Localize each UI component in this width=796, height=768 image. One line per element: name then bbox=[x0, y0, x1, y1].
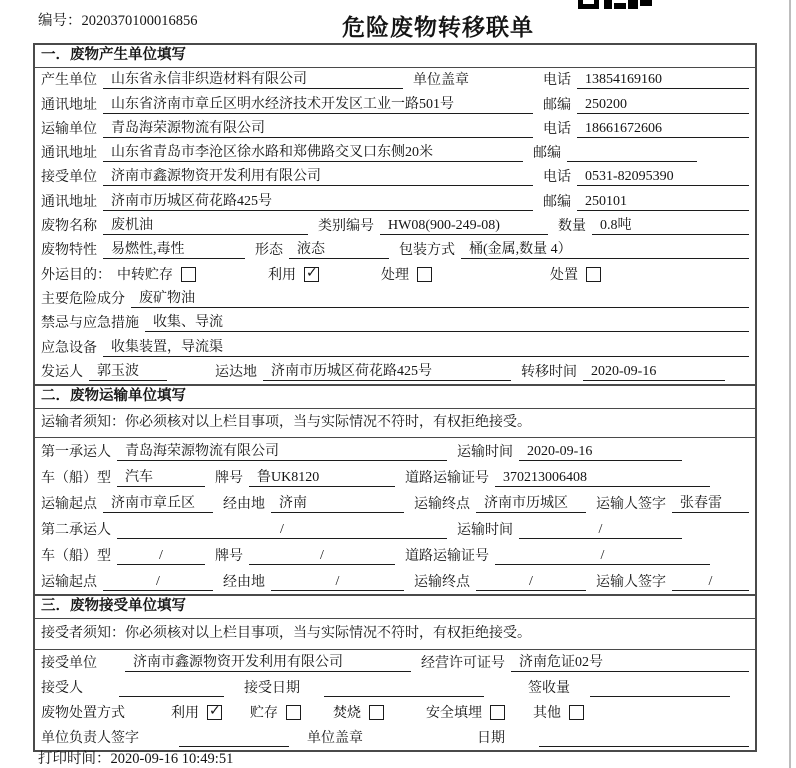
waste-packing-field: 桶(金属,数量 4） bbox=[461, 241, 749, 259]
producer-phone-field: 13854169160 bbox=[577, 71, 749, 89]
purpose-treat-checkbox-label: 处理 bbox=[381, 267, 409, 283]
purpose-reuse-checkbox bbox=[268, 267, 319, 284]
transporter-name-field: 青岛海荣源物流有限公司 bbox=[103, 120, 533, 138]
receiver-postcode-field: 250101 bbox=[577, 193, 749, 211]
field-label: 运输起点 bbox=[41, 496, 97, 512]
precaution-row bbox=[35, 311, 755, 335]
waste-name-row bbox=[35, 214, 755, 238]
disposal-landfill-checkbox-box bbox=[490, 705, 505, 720]
spacer bbox=[505, 721, 533, 722]
received-quantity-field bbox=[590, 679, 730, 697]
spacer bbox=[369, 746, 477, 747]
disposal-method-row bbox=[35, 700, 755, 725]
receive-person-row bbox=[35, 675, 755, 700]
second-carrier-field: / bbox=[117, 521, 447, 539]
plate-no-2-field: / bbox=[249, 547, 395, 565]
spacer bbox=[735, 380, 749, 381]
waste-form-field: 液态 bbox=[289, 241, 389, 259]
main-hazard-field: 废矿物油 bbox=[131, 290, 749, 308]
field-label: 包装方式 bbox=[399, 243, 455, 259]
vehicle-type-1-field: 汽车 bbox=[117, 469, 205, 487]
purpose-treat-checkbox bbox=[381, 267, 432, 284]
spacer bbox=[299, 746, 307, 747]
producer-postcode-field: 250200 bbox=[577, 96, 749, 114]
consignor-row bbox=[35, 360, 755, 384]
receive-unit-field: 济南市鑫源物资开发利用有限公司 bbox=[125, 654, 411, 672]
field-label: 主要危险成分 bbox=[41, 291, 125, 307]
field-label: 道路运输证号 bbox=[405, 548, 489, 564]
field-label: 道路运输证号 bbox=[405, 470, 489, 486]
carrier-sign-2-field: / bbox=[672, 573, 749, 591]
field-label: 数量 bbox=[558, 219, 586, 235]
disposal-other-checkbox-label: 其他 bbox=[533, 705, 561, 721]
route-row-2 bbox=[35, 568, 755, 594]
vehicle-row-1 bbox=[35, 464, 755, 490]
field-label: 单位负责人签字 bbox=[41, 730, 139, 746]
section-1 bbox=[35, 45, 755, 384]
spacer bbox=[103, 671, 125, 672]
via-2-field: / bbox=[271, 573, 404, 591]
spacer bbox=[511, 746, 539, 747]
transfer-date-field: 2020-09-16 bbox=[583, 363, 725, 381]
field-label: 禁忌与应急措施 bbox=[41, 316, 139, 332]
field-label: 接受单位 bbox=[41, 655, 97, 671]
field-label: 邮编 bbox=[533, 146, 561, 162]
precautions-field: 收集、导流 bbox=[145, 314, 749, 332]
transfer-purpose-row bbox=[35, 262, 755, 286]
spacer bbox=[432, 283, 550, 284]
section-2-title: 二．废物运输单位填写 bbox=[35, 386, 755, 409]
field-label: 车（船）型 bbox=[41, 470, 111, 486]
via-1-field: 济南 bbox=[271, 495, 404, 513]
disposal-other-checkbox bbox=[533, 705, 584, 722]
disposal-landfill-checkbox-label: 安全填埋 bbox=[426, 705, 482, 721]
plate-no-1-field: 鲁UK8120 bbox=[249, 469, 395, 487]
main-hazard-row bbox=[35, 287, 755, 311]
section-3 bbox=[35, 594, 755, 750]
field-label: 形态 bbox=[255, 243, 283, 259]
spacer bbox=[234, 696, 244, 697]
vehicle-type-2-field: / bbox=[117, 547, 205, 565]
field-label: 经由地 bbox=[223, 574, 265, 590]
disposal-reuse-checkbox bbox=[171, 705, 222, 722]
disposal-storage-checkbox-label: 贮存 bbox=[250, 705, 278, 721]
disposal-reuse-checkbox-box bbox=[207, 705, 222, 720]
purpose-dispose-checkbox-label: 处置 bbox=[550, 267, 578, 283]
receiver-name-field: 济南市鑫源物资开发利用有限公司 bbox=[103, 168, 533, 186]
field-label: 运输起点 bbox=[41, 574, 97, 590]
producer-name-field: 山东省永信非织造材料有限公司 bbox=[103, 71, 403, 89]
field-label: 第一承运人 bbox=[41, 444, 111, 460]
field-label: 产生单位 bbox=[41, 73, 97, 89]
producer-address-field: 山东省济南市章丘区明水经济技术开发区工业一路501号 bbox=[103, 96, 533, 114]
receive-person-field bbox=[119, 679, 224, 697]
transporter-postcode-field bbox=[567, 144, 697, 162]
purpose-reuse-checkbox-label: 利用 bbox=[268, 267, 296, 283]
spacer bbox=[707, 161, 749, 162]
terminus-1-field: 济南市历城区 bbox=[476, 495, 586, 513]
field-label: 通讯地址 bbox=[41, 97, 97, 113]
field-label: 牌号 bbox=[215, 470, 243, 486]
field-label: 第二承运人 bbox=[41, 522, 111, 538]
field-label: 发运人 bbox=[41, 364, 83, 380]
route-row-1 bbox=[35, 490, 755, 516]
field-label: 经由地 bbox=[223, 496, 265, 512]
spacer bbox=[196, 283, 268, 284]
section-3-notice: 接受者须知：你必须核对以上栏目事项，当与实际情况不符时，有权拒绝接受。 bbox=[35, 619, 755, 650]
disposal-incinerate-checkbox-label: 焚烧 bbox=[333, 705, 361, 721]
origin-1-field: 济南市章丘区 bbox=[103, 495, 213, 513]
field-label: 类别编号 bbox=[318, 219, 374, 235]
field-label: 电话 bbox=[543, 73, 571, 89]
field-label: 废物名称 bbox=[41, 219, 97, 235]
field-label: 签收量 bbox=[528, 680, 570, 696]
carrier-sign-1-field: 张春雷 bbox=[672, 495, 749, 513]
transfer-storage-checkbox bbox=[117, 267, 196, 284]
emergency-equipment-row bbox=[35, 335, 755, 359]
road-permit-1-field: 370213006408 bbox=[495, 469, 710, 487]
doc-number-value: 2020370100016856 bbox=[81, 13, 198, 29]
print-time-label: 打印时间： bbox=[38, 751, 111, 767]
sign-date-field bbox=[539, 729, 749, 747]
receiver-address-row bbox=[35, 189, 755, 213]
transporter-unit-row bbox=[35, 117, 755, 141]
first-carrier-row bbox=[35, 438, 755, 464]
doc-number bbox=[38, 9, 302, 30]
receive-unit-row bbox=[35, 650, 755, 675]
purpose-dispose-checkbox bbox=[550, 267, 601, 284]
field-label: 接受人 bbox=[41, 680, 83, 696]
road-permit-2-field: / bbox=[495, 547, 710, 565]
purpose-reuse-checkbox-box bbox=[304, 267, 319, 282]
field-label: 车（船）型 bbox=[41, 548, 111, 564]
waste-code-field: HW08(900-249-08) bbox=[380, 217, 548, 235]
field-label: 牌号 bbox=[215, 548, 243, 564]
transport-date-2-field: / bbox=[519, 521, 682, 539]
spacer bbox=[475, 88, 543, 89]
business-permit-no-field: 济南危证02号 bbox=[511, 654, 749, 672]
waste-property-field: 易燃性,毒性 bbox=[103, 241, 245, 259]
waste-name-field: 废机油 bbox=[103, 217, 308, 235]
field-label: 运输终点 bbox=[414, 574, 470, 590]
producer-unit-row bbox=[35, 68, 755, 92]
disposal-incinerate-checkbox-box bbox=[369, 705, 384, 720]
transporter-address-row bbox=[35, 141, 755, 165]
origin-2-field: / bbox=[103, 573, 213, 591]
field-label: 运输终点 bbox=[414, 496, 470, 512]
page-title: 危险废物转移联单 bbox=[342, 15, 534, 40]
responsible-signature-field bbox=[179, 729, 289, 747]
spacer bbox=[720, 564, 749, 565]
transfer-storage-checkbox-box bbox=[181, 267, 196, 282]
field-label: 通讯地址 bbox=[41, 194, 97, 210]
disposal-storage-checkbox bbox=[250, 705, 301, 722]
doc-number-label: 编号： bbox=[38, 13, 82, 29]
field-label: 转移时间 bbox=[521, 364, 577, 380]
print-time bbox=[38, 747, 233, 768]
field-label: 邮编 bbox=[543, 194, 571, 210]
section-1-title: 一．废物产生单位填写 bbox=[35, 45, 755, 68]
transporter-address-field: 山东省青岛市李沧区徐水路和郑佛路交叉口东侧20米 bbox=[103, 144, 523, 162]
field-label: 应急设备 bbox=[41, 340, 97, 356]
field-label: 外运目的： bbox=[41, 267, 111, 283]
field-label: 通讯地址 bbox=[41, 146, 97, 162]
document-header bbox=[0, 0, 796, 42]
transporter-phone-field: 18661672606 bbox=[577, 120, 749, 138]
field-label: 单位盖章 bbox=[307, 730, 363, 746]
waste-property-row bbox=[35, 238, 755, 262]
consignor-field: 郭玉波 bbox=[89, 363, 167, 381]
spacer bbox=[601, 283, 749, 284]
disposal-landfill-checkbox bbox=[426, 705, 505, 722]
section-3-title: 三．废物接受单位填写 bbox=[35, 596, 755, 619]
spacer bbox=[384, 721, 426, 722]
spacer bbox=[301, 721, 333, 722]
second-carrier-row bbox=[35, 516, 755, 542]
field-label: 废物处置方式 bbox=[41, 705, 125, 721]
spacer bbox=[740, 696, 749, 697]
field-label: 运输时间 bbox=[457, 444, 513, 460]
first-carrier-field: 青岛海荣源物流有限公司 bbox=[117, 443, 447, 461]
disposal-other-checkbox-box bbox=[569, 705, 584, 720]
field-label: 接受日期 bbox=[244, 680, 300, 696]
terminus-2-field: / bbox=[476, 573, 586, 591]
form-table bbox=[33, 43, 757, 752]
receiver-phone-field: 0531-82095390 bbox=[577, 168, 749, 186]
field-label: 运达地 bbox=[215, 364, 257, 380]
disposal-storage-checkbox-box bbox=[286, 705, 301, 720]
spacer bbox=[692, 538, 749, 539]
field-label: 废物特性 bbox=[41, 243, 97, 259]
qr-code-fragment bbox=[578, 0, 652, 9]
field-label: 电话 bbox=[543, 170, 571, 186]
spacer bbox=[222, 721, 250, 722]
spacer bbox=[177, 380, 215, 381]
purpose-dispose-checkbox-box bbox=[586, 267, 601, 282]
destination-field: 济南市历城区荷花路425号 bbox=[263, 363, 511, 381]
spacer bbox=[319, 283, 381, 284]
transport-date-1-field: 2020-09-16 bbox=[519, 443, 682, 461]
section-2 bbox=[35, 384, 755, 594]
print-time-value: 2020-09-16 10:49:51 bbox=[110, 751, 234, 767]
field-label: 接受单位 bbox=[41, 170, 97, 186]
field-label: 日期 bbox=[477, 730, 505, 746]
receiver-unit-row bbox=[35, 165, 755, 189]
spacer bbox=[584, 721, 749, 722]
receiver-address-field: 济南市历城区荷花路425号 bbox=[103, 193, 533, 211]
field-label: 运输时间 bbox=[457, 522, 513, 538]
receive-date-field bbox=[324, 679, 484, 697]
field-label: 经营许可证号 bbox=[421, 655, 505, 671]
disposal-incinerate-checkbox bbox=[333, 705, 384, 722]
spacer bbox=[692, 460, 749, 461]
waste-quantity-field: 0.8吨 bbox=[592, 217, 749, 235]
spacer bbox=[576, 696, 590, 697]
producer-address-row bbox=[35, 92, 755, 116]
disposal-reuse-checkbox-label: 利用 bbox=[171, 705, 199, 721]
transfer-storage-checkbox-label: 中转贮存 bbox=[117, 267, 173, 283]
spacer bbox=[720, 486, 749, 487]
field-label: 运输单位 bbox=[41, 121, 97, 137]
field-label: 运输人签字 bbox=[596, 496, 666, 512]
spacer bbox=[131, 721, 171, 722]
section-2-notice: 运输者须知：你必须核对以上栏目事项，当与实际情况不符时，有权拒绝接受。 bbox=[35, 409, 755, 438]
spacer bbox=[494, 696, 528, 697]
spacer bbox=[306, 696, 324, 697]
purpose-treat-checkbox-box bbox=[417, 267, 432, 282]
field-label: 邮编 bbox=[543, 97, 571, 113]
field-label: 电话 bbox=[543, 121, 571, 137]
spacer bbox=[89, 696, 119, 697]
page-edge-line bbox=[789, 0, 791, 768]
field-label: 单位盖章 bbox=[413, 73, 469, 89]
field-label: 运输人签字 bbox=[596, 574, 666, 590]
vehicle-row-2 bbox=[35, 542, 755, 568]
emergency-equipment-field: 收集装置，导流渠 bbox=[103, 339, 749, 357]
